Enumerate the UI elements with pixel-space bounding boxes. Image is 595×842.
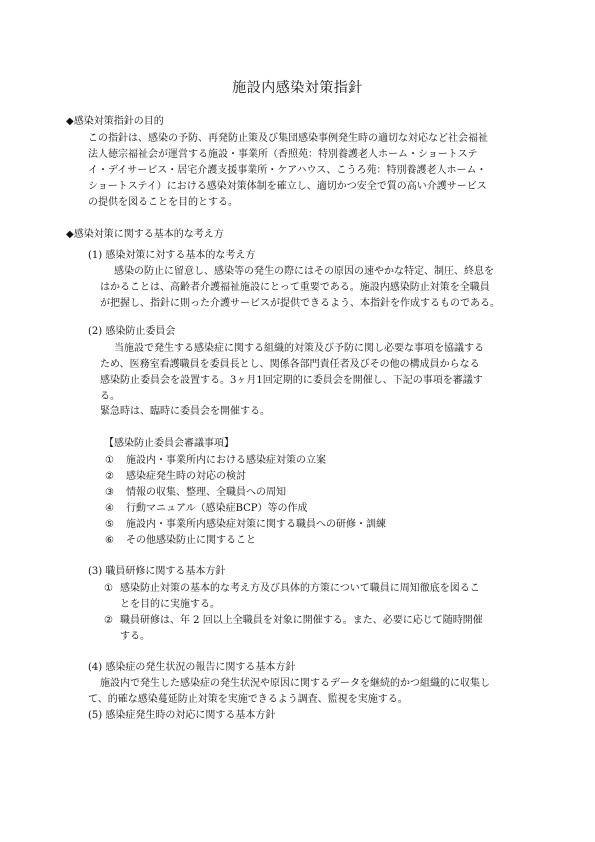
item-2-text-line: 当施設で発生する感染症に関する組織的対策及び予防に関し必要な事項を協議する [114,343,484,354]
section-heading-basic-policy: ◆感染対策に関する基本的な考え方 [66,229,224,240]
agenda-item: 施設内・事業所内感染症対策に関する職員への研修・訓練 [126,519,386,530]
item-4-text-line: て、的確な感染蔓延防止対策を実施できるよう調査、監視を実施する。 [88,694,408,705]
item-2-text-line: 感染防止委員会を設置する。3ヶ月1回定期的に委員会を開催し、下記の事項を審議す [100,375,483,386]
purpose-text-line: の提供を図ることを目的とする。 [88,197,238,208]
item-1-text-line: が把握し、指針に則った介護サービスが提供できるよう、本指針を作成するものである。 [100,298,500,309]
item-3-label: (3) 職員研修に関する基本方針 [88,566,226,577]
item-5-label: (5) 感染症発生時の対応に関する基本方針 [88,710,276,721]
purpose-text-line: イ・デイサービス・居宅介護支援事業所・ケアハウス、こうろ苑：特別養護老人ホーム・ [88,165,487,176]
item-1-label: (1) 感染対策に対する基本的な考え方 [88,250,256,261]
training-text-line: する。 [120,631,150,642]
item-4-text-line: 施設内で発生した感染症の発生状況や原因に関するデータを継続的かつ組織的に収集し [100,678,490,689]
training-num: ① [104,583,113,594]
page-title: 施設内感染対策指針 [232,80,363,96]
training-num: ② [104,615,113,626]
training-text-line: 感染防止対策の基本的な考え方及び具体的方策について職員に周知徹底を図るこ [120,583,480,594]
agenda-num: ⑤ [105,519,114,530]
agenda-num: ① [105,455,114,466]
agenda-item: 情報の収集、整理、全職員への周知 [126,487,286,498]
purpose-text-line: ショートステイ）における感染対策体制を確立し、適切かつ安全で質の高い介護サービス [88,181,487,192]
agenda-num: ② [105,471,114,482]
item-2-text-line: 緊急時は、臨時に委員会を開催する。 [100,406,270,417]
purpose-text-line: 法人徳宗福祉会が運営する施設・事業所（香照苑：特別養護老人ホーム・ショートステ [88,149,478,160]
item-1-text-line: 感染の防止に留意し、感染等の発生の際にはその原因の速やかな特定、制圧、終息を [114,266,494,277]
agenda-num: ④ [105,503,114,514]
purpose-text-line: この指針は、感染の予防、再発防止策及び集団感染事例発生時の適切な対応など社会福祉 [88,133,488,144]
item-2-label: (2) 感染防止委員会 [88,326,176,337]
item-2-text-line: ため、医務室看護職員を委員長とし、関係各部門責任者及びその他の構成員からなる [100,359,480,370]
agenda-num: ⑥ [105,535,114,546]
agenda-item: その他感染防止に関すること [126,535,256,546]
agenda-item: 施設内・事業所内における感染症対策の立案 [126,455,326,466]
item-1-text-line: はかることは、高齢者介護福祉施設にとって重要である。施設内感染防止対策を全職員 [100,282,490,293]
section-heading-purpose: ◆感染対策指針の目的 [66,116,164,127]
item-2-text-line: る。 [100,391,120,402]
item-4-label: (4) 感染症の発生状況の報告に関する基本方針 [88,662,296,673]
agenda-item: 感染症発生時の対応の検討 [126,471,246,482]
agenda-item: 行動マニュアル（感染症BCP）等の作成 [126,503,308,514]
training-text-line: 職員研修は、年 2 回以上全職員を対象に開催する。また、必要に応じて随時開催 [120,615,483,626]
training-text-line: とを目的に実施する。 [120,599,220,610]
agenda-num: ③ [105,487,114,498]
committee-agenda-heading: 【感染防止委員会審議事項】 [104,438,234,449]
